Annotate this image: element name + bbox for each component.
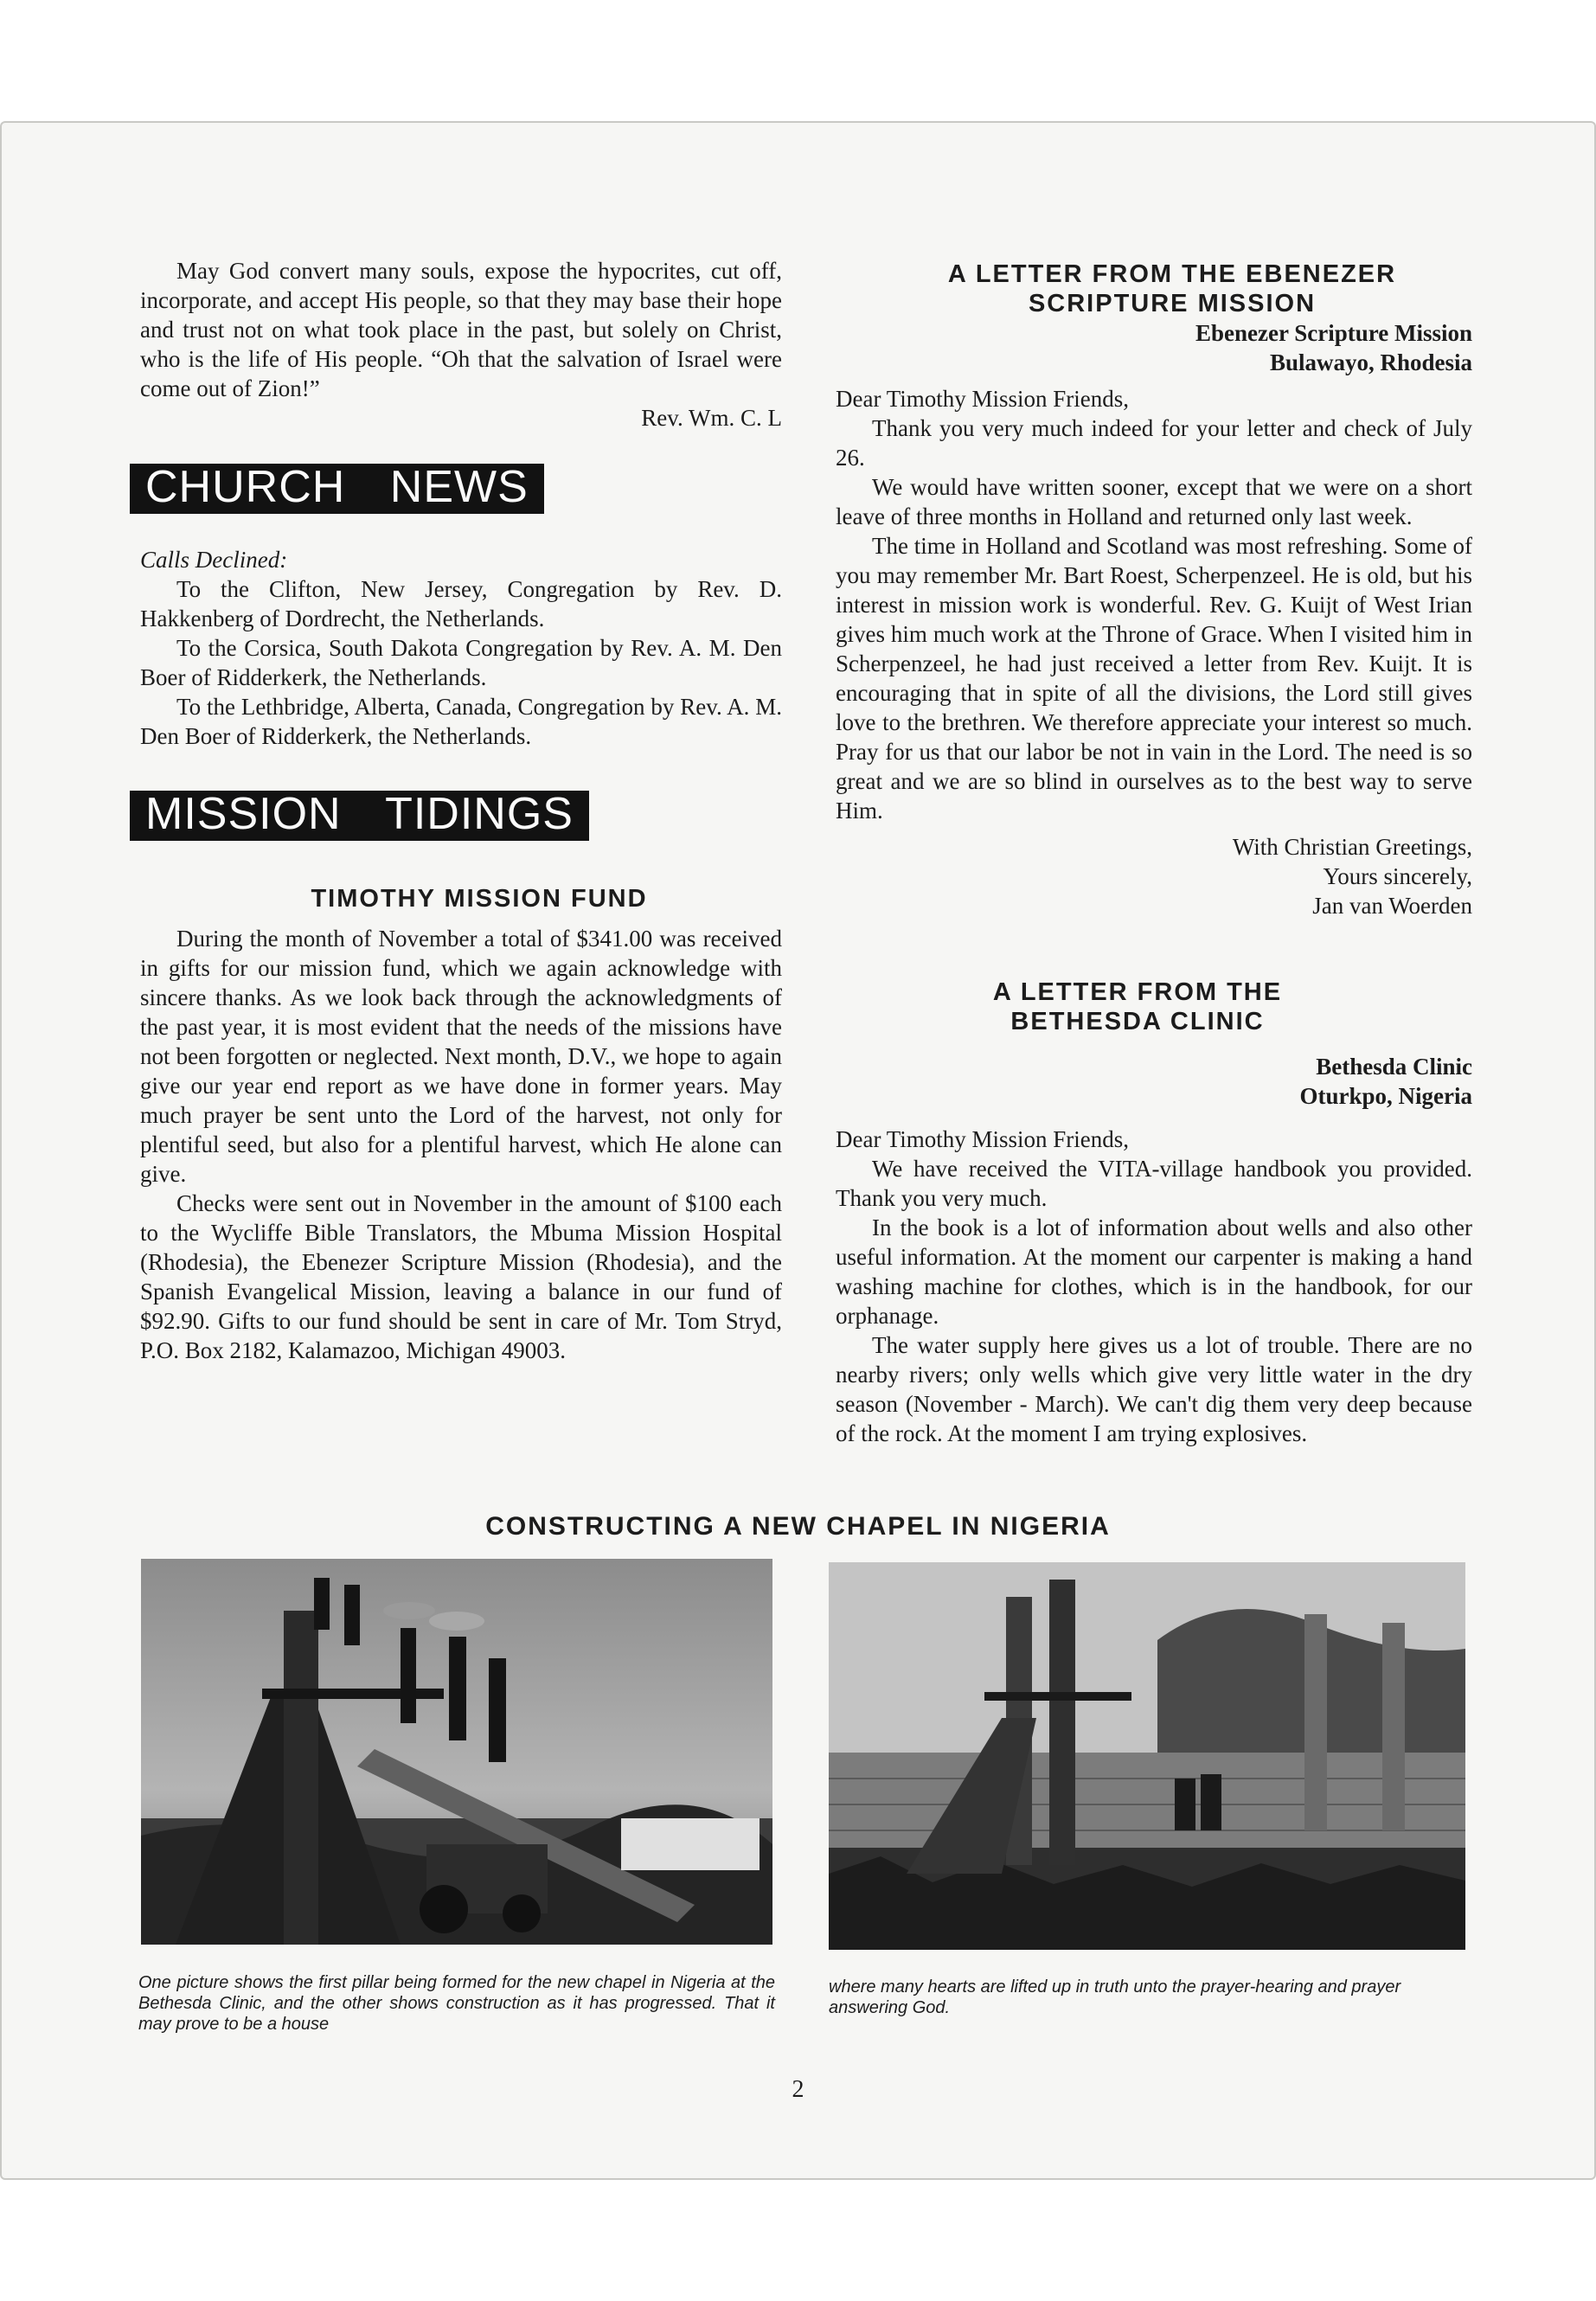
caption-right: where many hearts are lifted up in truth unto the prayer-hearing and prayer answering God.	[829, 1977, 1401, 2017]
church-news-item: To the Clifton, New Jersey, Congregation by Rev. D. Hakkenberg of Dordrecht, the Netherlands.	[140, 576, 782, 631]
caption-left: One picture shows the first pillar being formed for the new chapel in Nigeria at the Bethesda Clinic, and the other shows construction as it has progressed. That it may prove to be a house	[138, 1973, 775, 2034]
ebenezer-signature: Jan van Woerden	[1312, 893, 1472, 919]
ebenezer-heading-line1: A LETTER FROM THE EBENEZER	[947, 260, 1397, 288]
calls-declined-subheading: Calls Declined:	[140, 547, 288, 573]
ebenezer-heading-line2: SCRIPTURE MISSION	[1028, 290, 1317, 317]
bethesda-heading-line1: A LETTER FROM THE	[992, 978, 1283, 1006]
page-number: 2	[792, 2076, 804, 2103]
church-news-banner: CHURCH NEWS	[130, 464, 544, 514]
intro-signature: Rev. Wm. C. L	[641, 405, 782, 431]
photo-construction-progress	[829, 1562, 1465, 1950]
bethesda-paragraph: The water supply here gives us a lot of trouble. There are no nearby rivers; only wells which give very little water in the dry season (November - March). We can't dig them very deep because of the rock. At the moment I am trying explosives.	[836, 1332, 1472, 1446]
church-news-item: To the Lethbridge, Alberta, Canada, Congregation by Rev. A. M. Den Boer of Ridderkerk, the Netherlands.	[140, 694, 782, 749]
timothy-fund-paragraph: During the month of November a total of $341.00 was received in gifts for our mission fund, which we again acknowledge with sincere thanks. As we look back through the acknowledgments of the past year, it is most evident that the needs of the missions have not been forgotten or neglected. Next month, D.V., we hope to again give our year end report as we have done in former years. May much prayer be sent unto the Lord of the harvest, not only for plentiful seed, but also for a plentiful harvest, which He alone can give.	[140, 926, 782, 1187]
ebenezer-paragraph: We would have written sooner, except that we were on a short leave of three months in Holland and returned only last week.	[836, 474, 1472, 529]
intro-paragraph: May God convert many souls, expose the hypocrites, cut off, incorporate, and accept His people, so that they may base their hope and trust not on what took place in the past, but solely on Christ, who is the life of His people. “Oh that the salvation of Israel were come out of Zion!”	[140, 258, 782, 401]
bethesda-heading-line2: BETHESDA CLINIC	[1010, 1008, 1265, 1035]
ebenezer-paragraph: Thank you very much indeed for your letter and check of July 26.	[836, 415, 1472, 471]
ebenezer-closing: With Christian Greetings,	[1232, 834, 1472, 860]
ebenezer-closing: Yours sincerely,	[1323, 863, 1472, 889]
ebenezer-address-line1: Ebenezer Scripture Mission	[1195, 320, 1472, 346]
photo-first-pillar	[141, 1559, 772, 1945]
left-column	[140, 256, 782, 1365]
church-news-item: To the Corsica, South Dakota Congregation by Rev. A. M. Den Boer of Ridderkerk, the Netherlands.	[140, 635, 782, 690]
bethesda-paragraph: In the book is a lot of information about wells and also other useful information. At the moment our carpenter is making a hand washing machine for clothes, which is in the handbook, for our orphanage.	[836, 1215, 1472, 1329]
ebenezer-salutation: Dear Timothy Mission Friends,	[836, 386, 1130, 412]
bethesda-address-line2: Oturkpo, Nigeria	[1299, 1083, 1472, 1109]
ebenezer-address-line2: Bulawayo, Rhodesia	[1269, 349, 1472, 375]
right-column	[836, 260, 1472, 1448]
bethesda-paragraph: We have received the VITA-village handbook you provided. Thank you very much.	[836, 1156, 1472, 1211]
bethesda-salutation: Dear Timothy Mission Friends,	[836, 1126, 1130, 1152]
bethesda-address-line1: Bethesda Clinic	[1316, 1054, 1472, 1080]
timothy-fund-paragraph: Checks were sent out in November in the amount of $100 each to the Wycliffe Bible Translators, the Mbuma Mission Hospital (Rhodesia), the Ebenezer Scripture Mission (Rhodesia), and the Spanish Evangelical Mission, leaving a balance in our fund of $92.90. Gifts to our fund should be sent in care of Mr. Tom Stryd, P.O. Box 2182, Kalamazoo, Michigan 49003.	[140, 1190, 782, 1363]
timothy-fund-heading: TIMOTHY MISSION FUND	[311, 885, 648, 913]
mission-tidings-banner: MISSION TIDINGS	[130, 791, 589, 841]
chapel-section-heading: CONSTRUCTING A NEW CHAPEL IN NIGERIA	[485, 1512, 1111, 1541]
ebenezer-paragraph: The time in Holland and Scotland was most refreshing. Some of you may remember Mr. Bart Roest, Scherpenzeel. He is old, but his interest in mission work is wonderful. Rev. G. Kuijt of West Irian gives him much work at the Throne of Grace. When I visited him in Scherpenzeel, he had just received a letter from Rev. Kuijt. It is encouraging that in spite of all the divisions, the Lord still gives love to the brethren. We therefore appreciate your interest so much. Pray for us that our labor be not in vain in the Lord. The need is so great and we are so blind in ourselves as to the best way to serve Him.	[836, 533, 1472, 824]
